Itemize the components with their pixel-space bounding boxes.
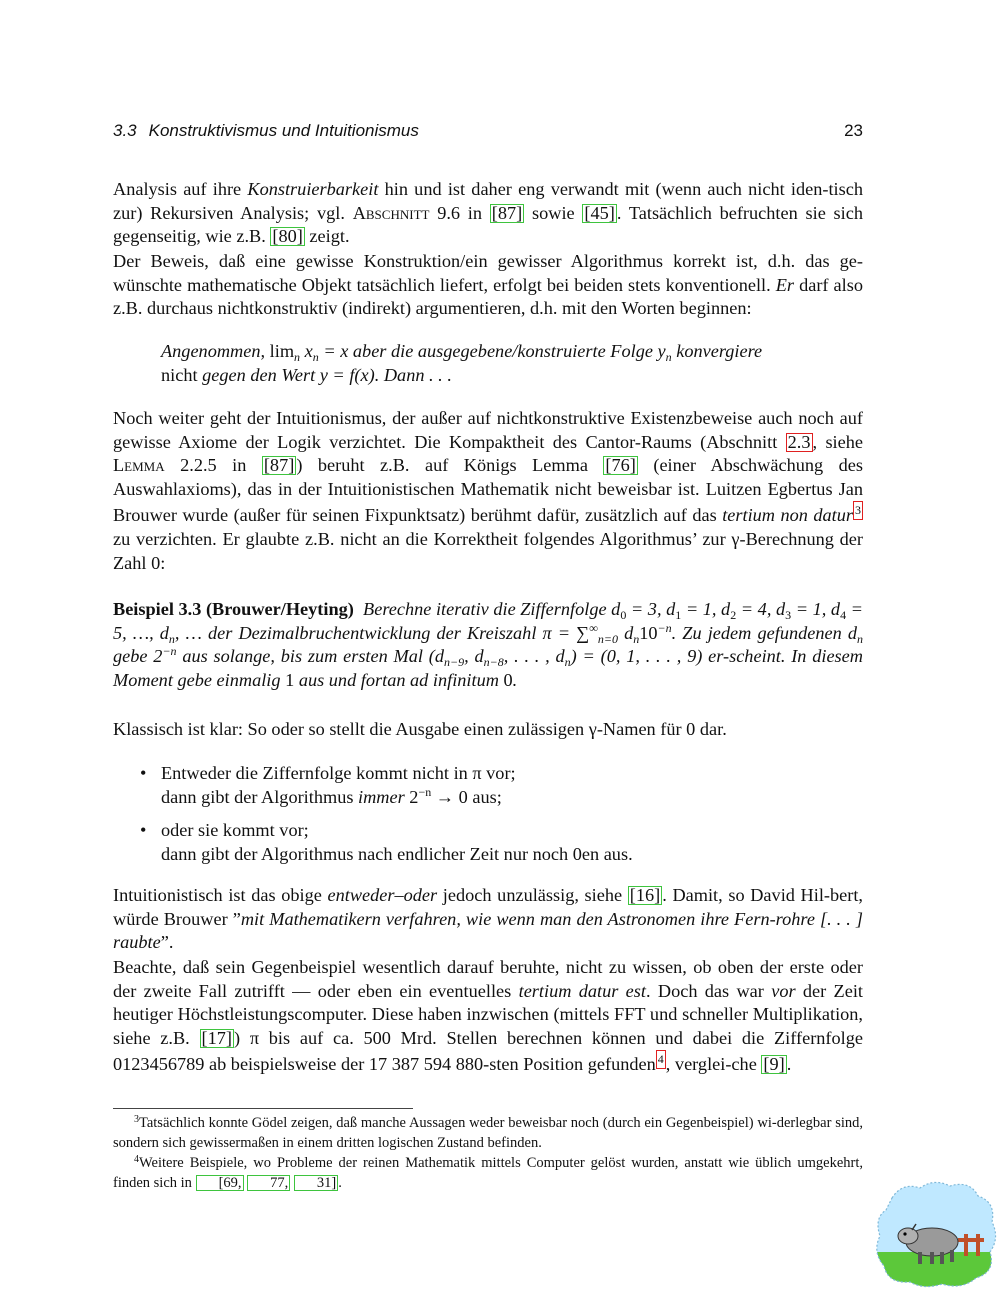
math-subscript: n [665, 350, 672, 364]
text: Analysis auf ihre [113, 179, 248, 199]
grass-shape [872, 1252, 1000, 1290]
footnote-3 [113, 1113, 863, 1153]
emphasis: Konstruierbarkeit [247, 179, 379, 199]
citation-link-87[interactable]: [87] [491, 202, 523, 223]
text: jedoch unzulässig, siehe [437, 885, 628, 905]
text: darf also z.B. durchaus nichtkonstruktiv (indirekt) argumentieren, d.h. mit den Worten beginnen: [113, 274, 863, 319]
text: zeigt. [304, 226, 350, 247]
quote-block [161, 340, 841, 387]
emphasis: Er [775, 274, 795, 295]
text: , . . . , d [503, 646, 565, 667]
emphasis: immer [358, 786, 405, 807]
text: = 3, d [626, 599, 676, 619]
text: → 0 aus; [431, 786, 502, 807]
text: , d [464, 646, 484, 667]
citation-link-45[interactable]: [45] [584, 202, 615, 223]
example-heading: Beispiel 3.3 (Brouwer/Heyting) [113, 599, 354, 619]
bullet-icon: • [140, 820, 147, 841]
text: ) π bis auf ca. 500 Mrd. Stellen berechnen können und dabei die Ziffernfolge 0123456789 ab beispielsweise der 17 387 594 880-sten Position gefunden [113, 1027, 863, 1075]
emphasis: vor [771, 980, 796, 1001]
math-subscript: n [294, 350, 301, 364]
paragraph-3 [113, 407, 863, 575]
math-subscript: 0 [620, 608, 627, 622]
text: . Tatsächlich befruchten sie sich gegenseitig, wie z.B. [113, 202, 864, 247]
math-subscript: n [857, 631, 864, 646]
text: ) beruht z.B. auf Königs Lemma [296, 455, 604, 476]
citation-link-77[interactable]: 77, [247, 1175, 290, 1191]
footnote-mark: 3 [134, 1114, 139, 1125]
emphasis: tertium non datur [722, 505, 853, 526]
footnote-mark: 4 [134, 1154, 139, 1165]
math-subscript: n−9 [444, 655, 465, 670]
paragraph-1 [113, 178, 863, 249]
math-superscript: ∞ [589, 620, 598, 635]
text: Angenommen, [161, 341, 270, 361]
text: 2 [404, 786, 419, 807]
text: . [512, 669, 518, 690]
text: , verglei-che [665, 1054, 762, 1075]
citation-link-31[interactable]: 31] [294, 1175, 338, 1191]
list-item-line [161, 786, 860, 810]
math-number: 1 [285, 669, 295, 690]
math-subscript: n [312, 350, 319, 364]
text: hin und ist daher eng verwandt mit (wenn auch nicht iden-tisch zur) Rekursiven Analysis; vgl. [113, 179, 863, 223]
footnote-link-3[interactable]: 3 [853, 501, 863, 520]
paragraph-4: Klassisch ist klar: So oder so stellt die Ausgabe einen zulässigen γ-Namen für 0 dar. [113, 719, 727, 739]
math-subscript: 3 [785, 608, 792, 622]
header-section-number: 3.3 [113, 121, 137, 140]
paragraph-5 [113, 884, 863, 955]
math-subscript: n−8 [483, 655, 504, 670]
footnote-text: Weitere Beispiele, wo Probleme der reinen Mathematik mittels Computer gelöst wurden, anstatt wie üblich umgekehrt, finden sich in [113, 1155, 863, 1191]
text: aus und fortan ad infinitum [294, 669, 504, 690]
example-3-3 [113, 598, 863, 692]
text: gebe 2 [113, 646, 163, 667]
paragraph-6 [113, 956, 863, 1077]
text: . Zu jedem gefundenen d [671, 622, 858, 643]
text: = x aber die ausgegebene/konstruierte Folge y [318, 341, 666, 361]
math-superscript: −n [418, 784, 432, 799]
emphasis: tertium datur est [518, 980, 646, 1001]
small-caps-text: Abschnitt [352, 202, 430, 223]
citation-link-16[interactable]: [16] [629, 885, 661, 905]
text: dann gibt der Algorithmus [161, 786, 359, 807]
text: = 4, d [736, 599, 786, 619]
text: (einer Abschwächung des Auswahlaxioms), das in der Intuitionistischen Mathematik nicht beweisbar ist. Luitzen Egbertus Jan Brouwer wurde (außer für seinen Fixpunktsatz) berühmt dafür, zusätzlich auf das [113, 455, 863, 526]
text: zu verzichten. Er glaubte z.B. nicht an die Korrektheit folgendes Algorithmus’ zur γ-Berechnung der Zahl 0: [113, 528, 863, 573]
footnote-text: Tatsächlich konnte Gödel zeigen, daß manche Aussagen weder beweisbar noch (durch ein Gegenbeispiel) wi-derlegbar sind, sondern sich gewissermaßen in einem dritten logischen Zustand befinden. [113, 1115, 863, 1151]
math-subscript: n [633, 631, 640, 646]
text: 2.2.5 in [164, 455, 262, 476]
running-header [113, 119, 863, 143]
header-section-title: Konstruktivismus und Intuitionismus [148, 121, 419, 140]
text: . Doch das war [645, 980, 772, 1001]
text: ) = (0, 1, . . . , 9) er-scheint. In diesem Moment gebe einmalig [113, 646, 863, 690]
math-subscript: n [564, 655, 571, 670]
small-caps-text: Lemma [113, 455, 165, 476]
sheep-mascot-icon [872, 1178, 1000, 1290]
footnotes [113, 1113, 863, 1193]
page-number: 23 [844, 121, 863, 140]
text: Intuitionistisch ist das obige [113, 885, 328, 905]
emphasis: mit Mathematikern verfahren, wie wenn man den Astronomen ihre Fern-rohre [. . . ] raubte [113, 908, 863, 953]
text: aus solange, bis zum ersten Mal (d [176, 646, 445, 667]
paragraph-2 [113, 250, 863, 321]
text: sowie [524, 202, 583, 223]
text: ”. [160, 932, 174, 953]
text: . [338, 1175, 342, 1191]
text: der Zeit heutiger Höchstleistungscomputer. Diese haben inzwischen (mittels FFT und schneller Multiplikation, siehe z.B. [113, 980, 863, 1048]
quote-line-2 [161, 364, 841, 388]
text: = 1, d [681, 599, 731, 619]
math-subscript: 4 [840, 608, 847, 622]
citation-link-9[interactable]: [9] [763, 1054, 785, 1075]
section-link-2-3[interactable]: 2.3 [787, 431, 811, 452]
footnote-divider [113, 1108, 413, 1109]
list-item-line: oder sie kommt vor; [161, 820, 309, 841]
text: 9.6 in [429, 202, 490, 223]
math-subscript: 1 [675, 608, 682, 622]
footnote-4 [113, 1153, 863, 1193]
math-subscript: n [168, 631, 175, 646]
list-item [140, 819, 860, 866]
citation-link-17[interactable]: [17] [201, 1027, 232, 1048]
math-subscript: 2 [730, 608, 737, 622]
bullet-icon: • [140, 763, 147, 783]
citation-link-87[interactable]: [87] [263, 455, 295, 476]
text: , siehe [812, 431, 864, 452]
math-subscript: n=0 [597, 631, 618, 646]
citation-link-80[interactable]: [80] [272, 226, 303, 247]
quote-line-1 [161, 340, 841, 364]
text: gegen den Wert y = f(x). Dann . . . [197, 364, 452, 385]
math-number: 0 [503, 669, 513, 690]
text: konvergiere [671, 341, 763, 361]
text: 10 [639, 622, 658, 643]
text: Berechne iterativ die Ziffernfolge d [363, 599, 621, 619]
text: nicht [161, 364, 198, 385]
citation-link-76[interactable]: [76] [605, 455, 636, 476]
text: = 1, d [791, 599, 841, 619]
math-superscript: −n [162, 644, 177, 659]
case-list [140, 762, 860, 866]
text: d [617, 622, 634, 643]
emphasis: entweder–oder [327, 885, 438, 905]
footnote-link-4[interactable]: 4 [656, 1050, 666, 1069]
text: . [786, 1054, 792, 1075]
text: Der Beweis, daß eine gewisse Konstruktion/ein gewisser Algorithmus korrekt ist, d.h. das ge-wünschte mathematische Objekt tatsächlich liefert, erfolgt bei beiden stets konventionell. [113, 251, 863, 295]
math-superscript: −n [657, 620, 672, 635]
math-var: x [304, 341, 313, 361]
list-item [140, 762, 860, 809]
text: Beachte, daß sein Gegenbeispiel wesentlich darauf beruhte, nicht zu wissen, ob oben der erste oder der zweite Fall zutrifft — oder eben ein eventuelles [113, 957, 863, 1001]
text: , … der Dezimalbruchentwicklung der Kreiszahl π = ∑ [174, 622, 590, 643]
header-section [113, 119, 419, 143]
math-lim: lim [269, 341, 295, 361]
list-item-line: dann gibt der Algorithmus nach endlicher Zeit nur noch 0en aus. [161, 843, 633, 864]
text: . Damit, so David Hil-bert, würde Brouwer ” [113, 885, 863, 929]
list-item-line: Entweder die Ziffernfolge kommt nicht in π vor; [161, 763, 516, 783]
text: Noch weiter geht der Intuitionismus, der außer auf nichtkonstruktive Existenzbeweise auch noch auf gewisse Axiome der Logik verzichtet. Die Kompaktheit des Cantor-Raums (Abschnitt [113, 408, 863, 452]
text: = 5, …, d [113, 599, 863, 643]
citation-link-69[interactable]: [69, [196, 1175, 244, 1191]
